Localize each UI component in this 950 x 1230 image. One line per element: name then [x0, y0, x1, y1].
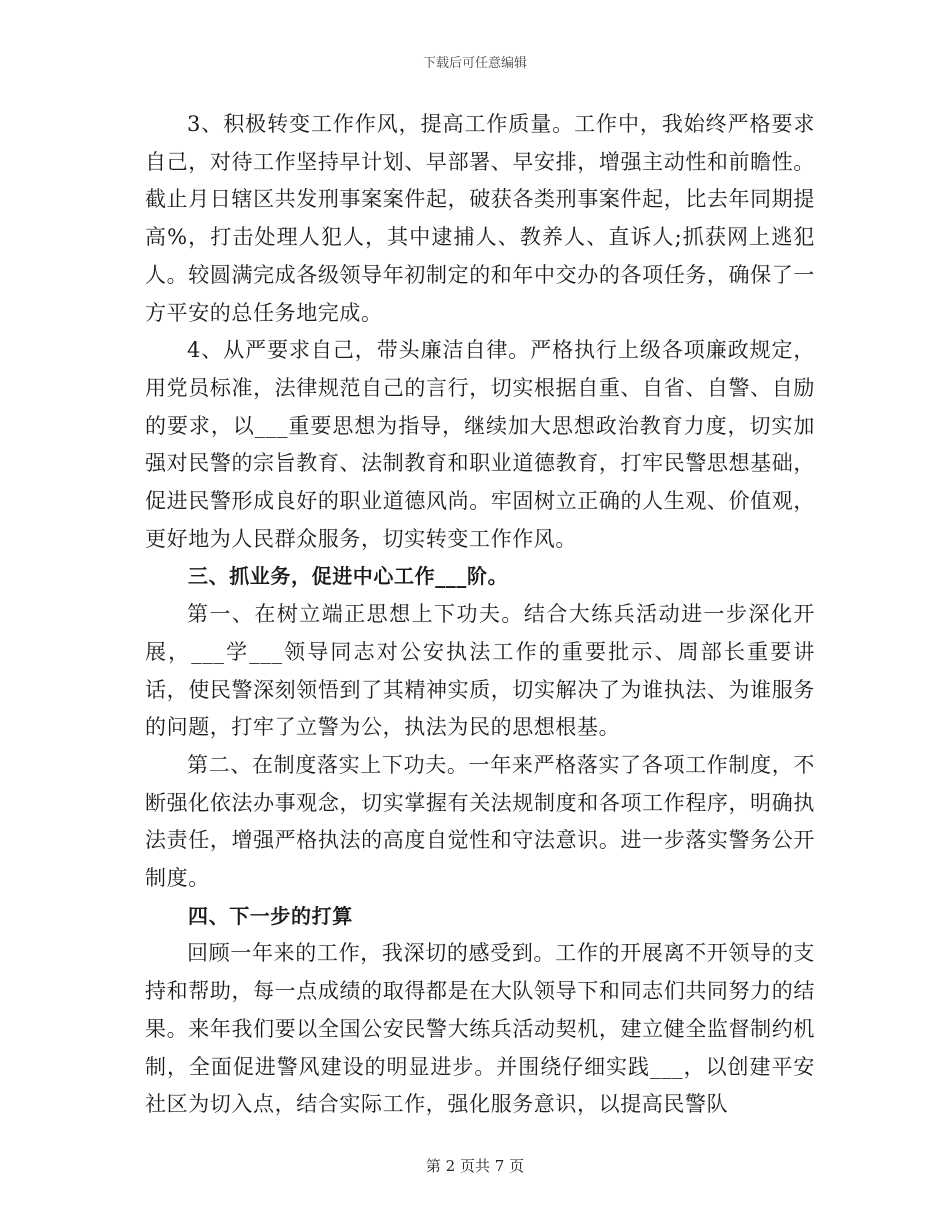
paragraph-first-thinking: 第一、在树立端正思想上下功夫。结合大练兵活动进一步深化开展，___学___领导同志对公安执法工作的重要批示、周部长重要讲话，使民警深刻领悟到了其精神实质，切实解决了为谁执法、为谁服务的问题，打牢了立警为公，执法为民的思想根基。	[145, 602, 815, 740]
section-heading-next-plan: 四、下一步的打算	[188, 903, 353, 928]
paragraph-second-system: 第二、在制度落实上下功夫。一年来严格落实了各项工作制度，不断强化依法办事观念，切实掌握有关法规制度和各项工作程序，明确执法责任，增强严格执法的高度自觉性和守法意识。进一步落实警务公开制度。	[145, 752, 815, 891]
paragraph-review: 回顾一年来的工作，我深切的感受到。工作的开展离不开领导的支持和帮助，每一点成绩的取得都是在大队领导下和同志们共同努力的结果。来年我们要以全国公安民警大练兵活动契机，建立健全监督制约机制，全面促进警风建设的明显进步。并围绕仔细实践___，以创建平安社区为切入点，结合实际工作，强化服务意识，以提高民警队	[145, 941, 815, 1117]
section-heading-business: 三、抓业务，促进中心工作___阶。	[188, 564, 509, 589]
paragraph-work-style: 3、积极转变工作作风，提高工作质量。工作中，我始终严格要求自己，对待工作坚持早计划、早部署、早安排，增强主动性和前瞻性。截止月日辖区共发刑事案案件起，破获各类刑事案件起，比去年同期提高%，打击处理人犯人，其中逮捕人、教养人、直诉人;抓获网上逃犯人。较圆满完成各级领导年初制定的和年中交办的各项任务，确保了一方平安的总任务地完成。	[145, 112, 815, 325]
page-footer: 第 2 页共 7 页	[425, 1157, 525, 1175]
page-header: 下载后可任意编辑	[422, 56, 527, 71]
paragraph-self-discipline: 4、从严要求自己，带头廉洁自律。严格执行上级各项廉政规定，用党员标准，法律规范自己的言行，切实根据自重、自省、自警、自励的要求，以___重要思想为指导，继续加大思想政治教育力度，切实加强对民警的宗旨教育、法制教育和职业道德教育，打牢民警思想基础，促进民警形成良好的职业道德风尚。牢固树立正确的人生观、价值观，更好地为人民群众服务，切实转变工作作风。	[145, 338, 815, 551]
document-body	[145, 106, 815, 1124]
